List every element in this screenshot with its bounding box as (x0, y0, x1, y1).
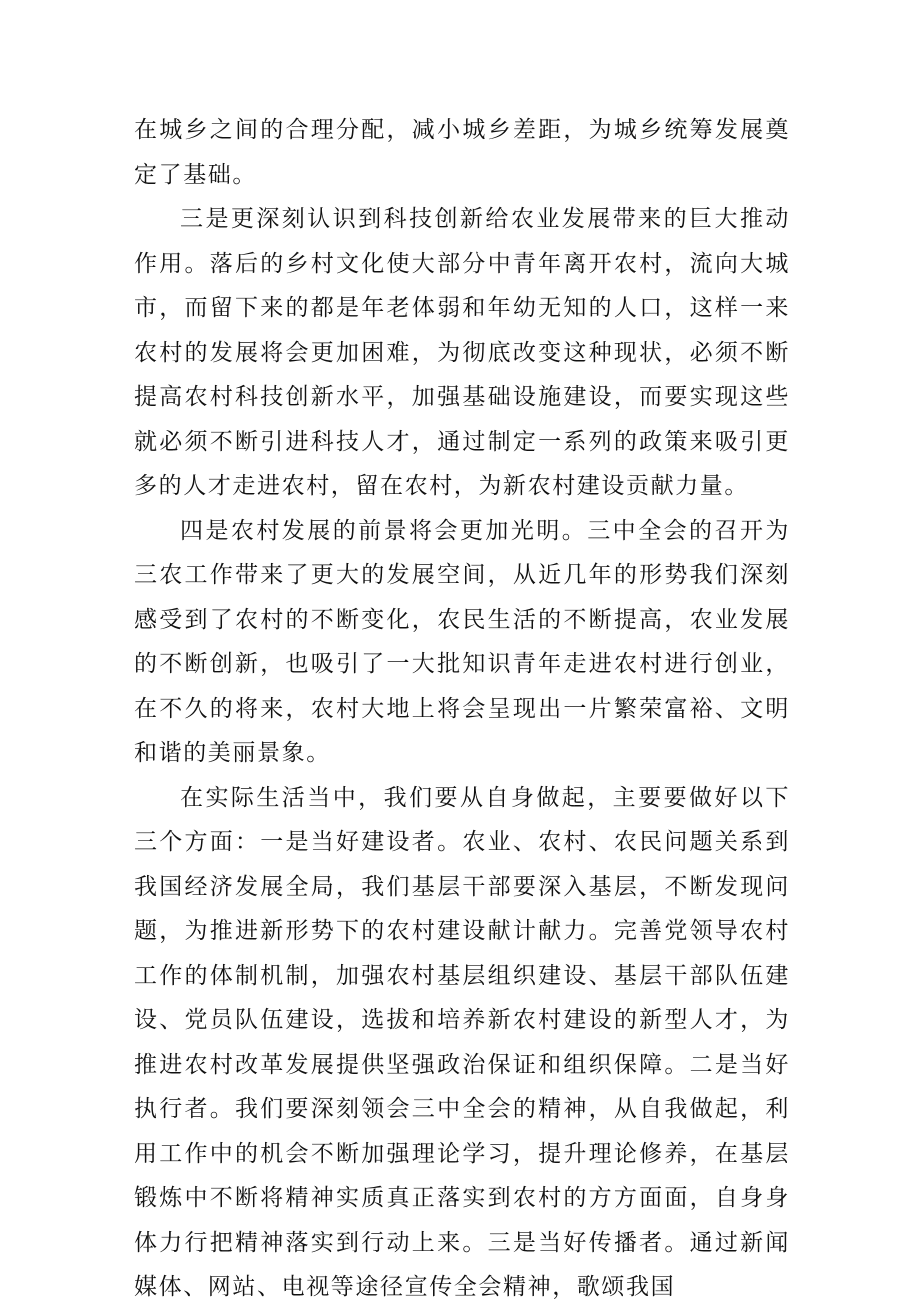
paragraph-3: 四是农村发展的前景将会更加光明。三中全会的召开为三农工作带来了更大的发展空间，从近几年的形势我们深刻感受到了农村的不断变化，农民生活的不断提高，农业发展的不断创新，也吸引了一大批知识青年走进农村进行创业，在不久的将来，农村大地上将会呈现出一片繁荣富裕、文明和谐的美丽景象。 (134, 517, 790, 766)
paragraph-2: 三是更深刻认识到科技创新给农业发展带来的巨大推动作用。落后的乡村文化使大部分中青年离开农村，流向大城市，而留下来的都是年老体弱和年幼无知的人口，这样一来农村的发展将会更加困难，为彻底改变这种现状，必须不断提高农村科技创新水平，加强基础设施建设，而要实现这些就必须不断引进科技人才，通过制定一系列的政策来吸引更多的人才走进农村，留在农村，为新农村建设贡献力量。 (134, 206, 790, 499)
document-body (134, 108, 790, 1310)
paragraph-1: 在城乡之间的合理分配，减小城乡差距，为城乡统筹发展奠定了基础。 (134, 117, 790, 188)
paragraph-4: 在实际生活当中，我们要从自身做起，主要要做好以下三个方面：一是当好建设者。农业、农村、农民问题关系到我国经济发展全局，我们基层干部要深入基层，不断发现问题，为推进新形势下的农村建设献计献力。完善党领导农村工作的体制机制，加强农村基层组织建设、基层干部队伍建设、党员队伍建设，选拔和培养新农村建设的新型人才，为推进农村改革发展提供坚强政治保证和组织保障。二是当好执行者。我们要深刻领会三中全会的精神，从自我做起，利用工作中的机会不断加强理论学习，提升理论修养，在基层锻炼中不断将精神实质真正落实到农村的方方面面，自身身体力行把精神落实到行动上来。三是当好传播者。通过新闻媒体、网站、电视等途径宣传全会精神，歌颂我国 (134, 784, 790, 1300)
